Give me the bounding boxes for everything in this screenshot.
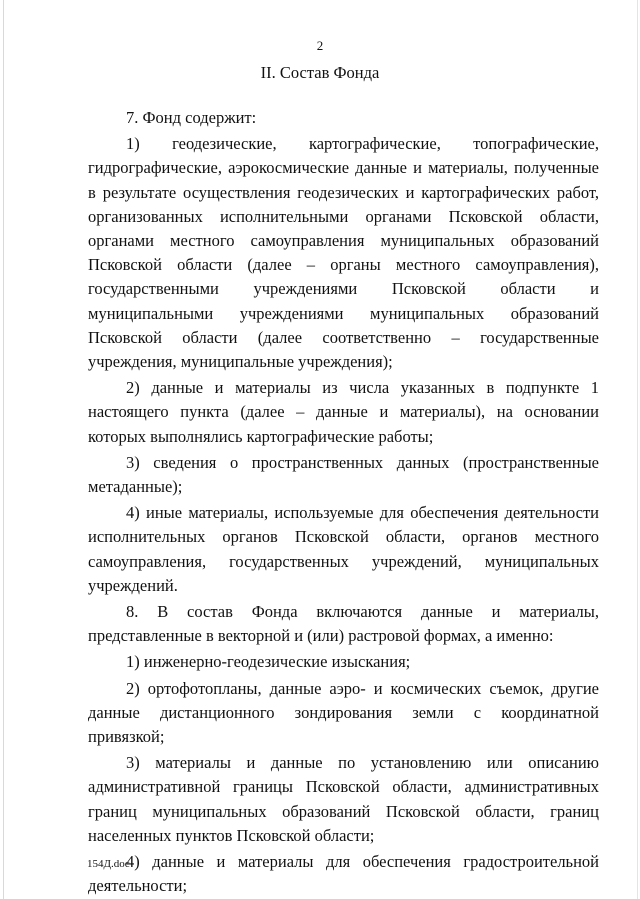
body-text	[88, 106, 599, 899]
paragraph-list-2: 2) ортофотопланы, данные аэро- и космических съемок, другие данные дистанционного зондирования земли с координатной привязкой;	[88, 678, 599, 747]
paragraph-item-7: 7. Фонд содержит:	[126, 108, 257, 127]
paragraph-item-8: 8. В состав Фонда включаются данные и материалы, представленные в векторной и (или) растровой формах, а именно:	[88, 602, 599, 646]
paragraph-list-4: 4) данные и материалы для обеспечения градостроительной деятельности;	[88, 852, 599, 896]
paragraph-list-1: 1) инженерно-геодезические изыскания;	[126, 652, 411, 672]
scan-edge-right	[637, 0, 638, 899]
section-title: II. Состав Фонда	[260, 63, 380, 82]
paragraph-subitem-3: 3) сведения о пространственных данных (пространственные метаданные);	[88, 452, 599, 497]
paragraph-list-3: 3) материалы и данные по установлению или описанию административной границы Псковской области, административных границ муниципальных образований Псковской области, границ населенных пунктов Псковской области;	[88, 753, 599, 845]
scan-edge-left	[3, 0, 4, 899]
footer-filename: 154Д.doc	[87, 858, 130, 870]
paragraph-subitem-2: 2) данные и материалы из числа указанных в подпункте 1 настоящего пункта (далее – данные и материалы), на основании которых выполнялись картографические работы;	[88, 378, 599, 446]
paragraph-subitem-1: 1) геодезические, картографические, топографические, гидрографические, аэрокосмические данные и материалы, полученные в результате осуществления геодезических и картографических работ, организованных исполнительными органами Псковской области, органами местного самоуправления муниципальных образований Псковской области (далее – органы местного самоуправления), государственными учреждениями Псковской области и муниципальными учреждениями муниципальных образований Псковской области (далее соответственно – государственные учреждения, муниципальные учреждения);	[88, 134, 599, 372]
page-number: 2	[316, 38, 324, 53]
paragraph-subitem-4: 4) иные материалы, используемые для обеспечения деятельности исполнительных органов Псковской области, органов местного самоуправления, государственных учреждений, муниципальных учреждений.	[88, 503, 599, 595]
